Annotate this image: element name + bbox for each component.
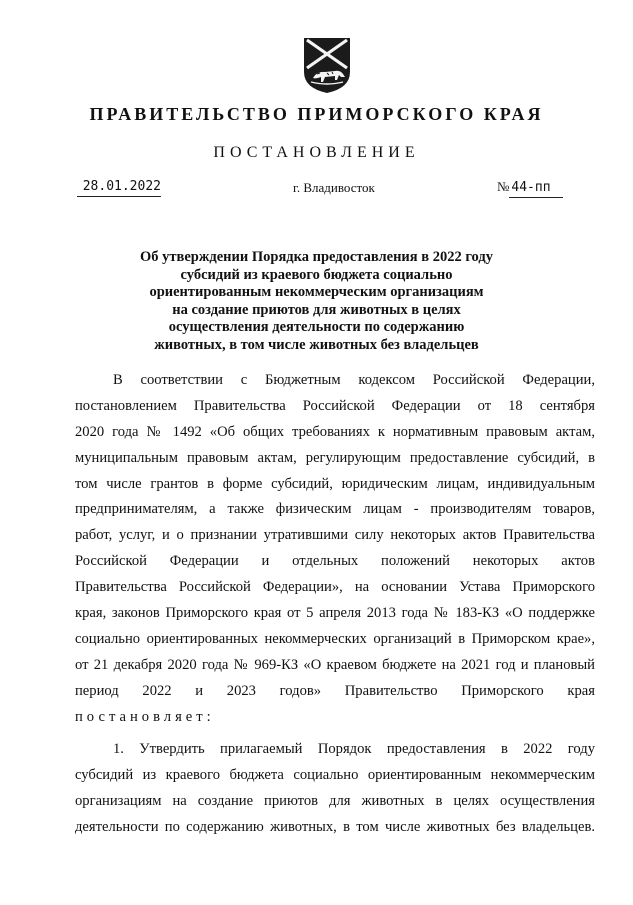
paragraph-line: период 2022 и 2023 годов» Правительство Приморского края (75, 682, 595, 699)
resolution-word: постановляет: (75, 708, 215, 725)
document-city: г. Владивосток (293, 180, 375, 195)
number-sign: № (497, 179, 510, 194)
paragraph-line: том числе грантов в форме субсидий, юридическим лицам, индивидуальным (75, 475, 595, 492)
paragraph-line: 1. Утвердить прилагаемый Порядок предоставления в 2022 году (113, 741, 595, 757)
subject-line: животных, в том числе животных без владельцев (154, 336, 479, 353)
subject-line: осуществления деятельности по содержанию (168, 319, 465, 336)
paragraph-line: Российской Федерации и отдельных положений некоторых актов (75, 553, 595, 570)
government-title: ПРАВИТЕЛЬСТВО ПРИМОРСКОГО КРАЯ (89, 104, 544, 124)
document-subject (110, 249, 523, 355)
paragraph-line: Правительства Российской Федерации», на основании Устава Приморского (75, 579, 595, 596)
primorsky-krai-coat-of-arms-icon (301, 36, 353, 94)
paragraph-line: 2020 года № 1492 «Об общих требованиях к нормативным правовым актам, (75, 423, 595, 440)
item-1-paragraph (75, 737, 595, 841)
paragraph-line: постановлением Правительства Российской Федерации от 18 сентября (75, 397, 595, 414)
subject-line: Об утверждении Порядка предоставления в 2022 году (140, 249, 493, 265)
paragraph-line: работ, услуг, и о признании утратившими силу некоторых актов Правительства (75, 527, 595, 544)
paragraph-line: от 21 декабря 2020 года № 969-КЗ «О краевом бюджете на 2021 год и плановый (75, 656, 595, 673)
document-type: ПОСТАНОВЛЕНИЕ (213, 144, 420, 161)
number-value: 44-пп (509, 179, 563, 198)
paragraph-line: муниципальным правовым актам, регулирующим предоставление субсидий, в (75, 449, 595, 466)
paragraph-line: субсидий из краевого бюджета социально ориентированным некоммерческим (75, 766, 595, 783)
subject-line: ориентированным некоммерческим организациям (149, 284, 484, 301)
paragraph-line: организациям на создание приютов для животных в целях осуществления (75, 792, 595, 809)
paragraph-line: предпринимателям, а также физическим лицам - производителям товаров, (75, 501, 595, 518)
paragraph-line: края, законов Приморского края от 5 апреля 2013 года № 183-КЗ «О поддержке (75, 605, 595, 622)
subject-line: на создание приютов для животных в целях (172, 301, 461, 318)
document-date: 28.01.2022 (77, 178, 161, 197)
preamble-paragraph (75, 368, 595, 730)
subject-line: субсидий из краевого бюджета социально (180, 266, 453, 283)
document-number (497, 178, 563, 198)
paragraph-line: социально ориентированных некоммерческих организаций в Приморском крае», (75, 630, 595, 647)
paragraph-line: В соответствии с Бюджетным кодексом Российской Федерации, (113, 372, 595, 388)
paragraph-line: деятельности по содержанию животных, в том числе животных без владельцев. (75, 818, 595, 835)
